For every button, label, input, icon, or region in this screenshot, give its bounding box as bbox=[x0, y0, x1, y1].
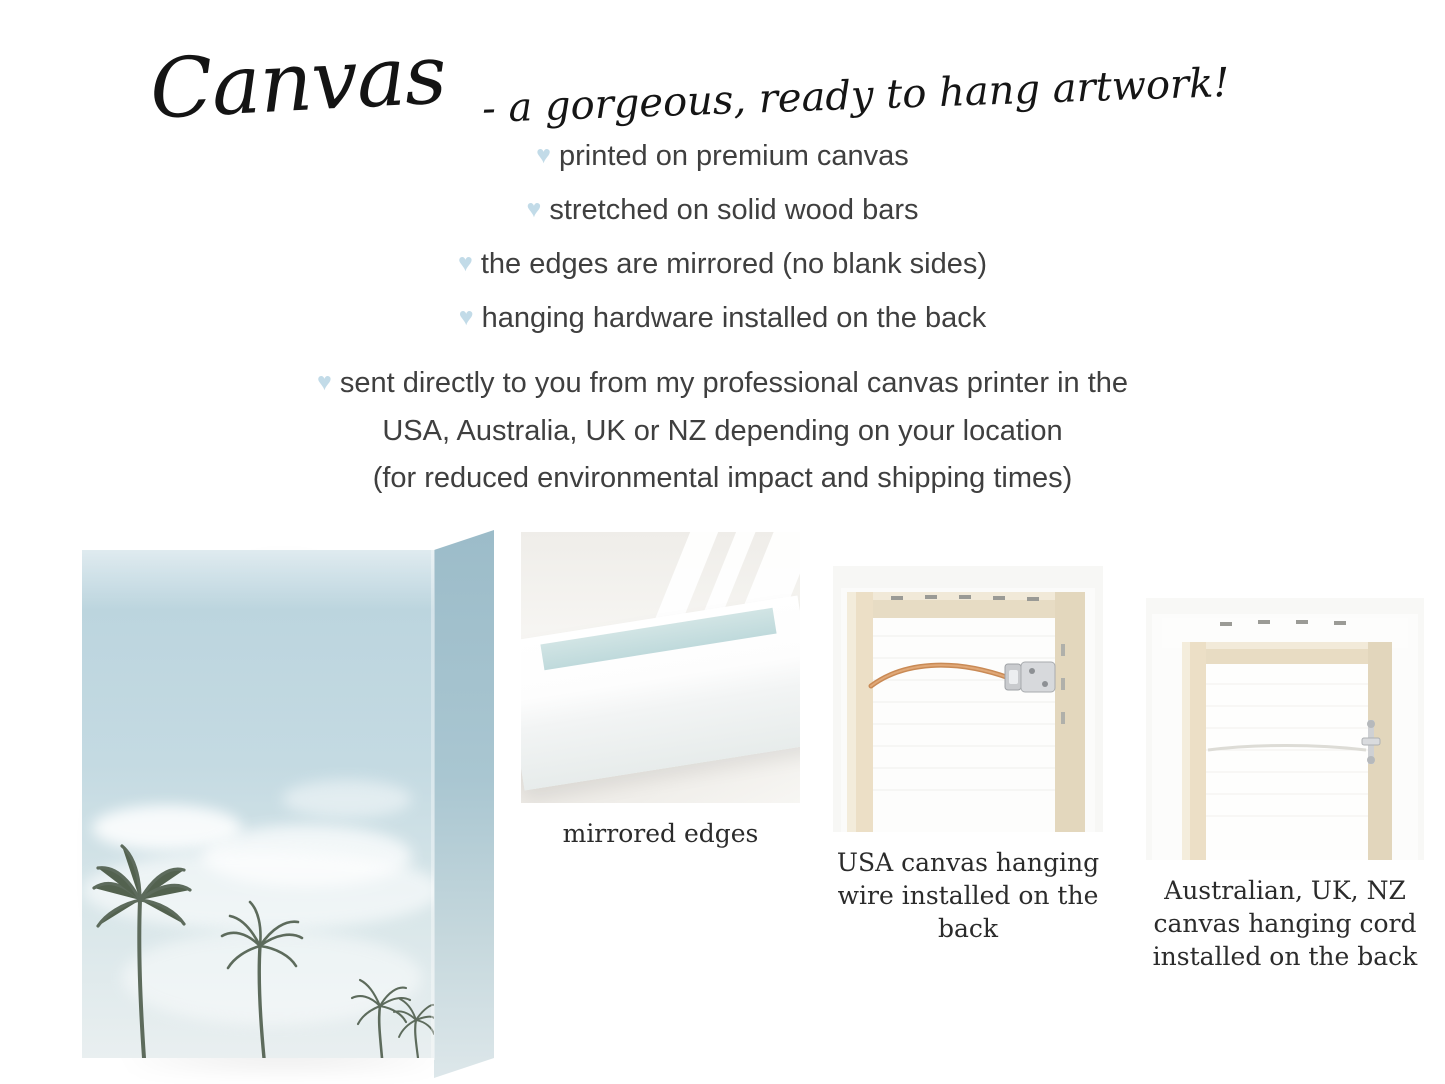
caption-line: canvas bbox=[1153, 909, 1241, 938]
mockup-front-face bbox=[82, 550, 434, 1058]
australian-uk-nz-hanging-cord-photo bbox=[1146, 598, 1424, 973]
heart-icon: ♥ bbox=[458, 249, 473, 277]
photo bbox=[1146, 598, 1424, 860]
canvas-back-wire-illustration bbox=[833, 566, 1103, 832]
palm-trees-icon bbox=[82, 550, 434, 1058]
photo bbox=[521, 532, 800, 803]
feature-list bbox=[0, 130, 1445, 502]
list-item bbox=[0, 238, 1445, 292]
list-item-multiline bbox=[0, 360, 1445, 502]
list-item-line: USA, Australia, UK or NZ depending on your location bbox=[382, 415, 1063, 447]
canvas-mockup-palm-trees-sky bbox=[74, 530, 494, 1075]
caption-line: mirrored edges bbox=[562, 819, 759, 848]
page-title: Canvas bbox=[147, 27, 448, 138]
list-item bbox=[0, 184, 1445, 238]
heart-icon: ♥ bbox=[458, 303, 474, 331]
caption-line: USA canvas bbox=[836, 848, 988, 877]
mockup-edge-highlight bbox=[431, 548, 435, 1060]
photo bbox=[833, 566, 1103, 832]
caption-line: hanging cord bbox=[1248, 909, 1417, 938]
heart-icon: ♥ bbox=[536, 141, 552, 169]
list-item-line bbox=[0, 360, 1445, 408]
caption-line: hanging wire bbox=[837, 848, 1100, 910]
caption-line: Australian, UK, NZ bbox=[1164, 876, 1406, 905]
photo-caption bbox=[833, 846, 1103, 945]
list-item bbox=[0, 130, 1445, 184]
list-item-line: (for reduced environmental impact and shipping times) bbox=[372, 462, 1073, 494]
list-item-label: sent directly to you from my professional canvas printer in the bbox=[339, 367, 1129, 399]
photo-caption bbox=[1146, 874, 1424, 973]
list-item-label: hanging hardware installed on the back bbox=[481, 302, 987, 334]
mockup-side-edge bbox=[434, 530, 494, 1078]
list-item-label: stretched on solid wood bars bbox=[549, 194, 919, 226]
list-item-label: printed on premium canvas bbox=[559, 140, 909, 172]
page-subtitle: - a gorgeous, ready to hang artwork! bbox=[481, 59, 1231, 133]
list-item bbox=[0, 292, 1445, 346]
photo-caption bbox=[521, 817, 800, 850]
gallery bbox=[0, 520, 1445, 1084]
mirrored-edges-photo bbox=[521, 532, 800, 850]
heart-icon: ♥ bbox=[316, 368, 332, 396]
usa-hanging-wire-photo bbox=[833, 566, 1103, 945]
canvas-back-cord-illustration bbox=[1146, 598, 1424, 860]
caption-line: installed on the back bbox=[1152, 942, 1418, 971]
header bbox=[0, 24, 1445, 138]
heart-icon: ♥ bbox=[526, 195, 542, 223]
caption-line: installed on the back bbox=[901, 881, 1099, 943]
list-item-label: the edges are mirrored (no blank sides) bbox=[480, 248, 987, 280]
